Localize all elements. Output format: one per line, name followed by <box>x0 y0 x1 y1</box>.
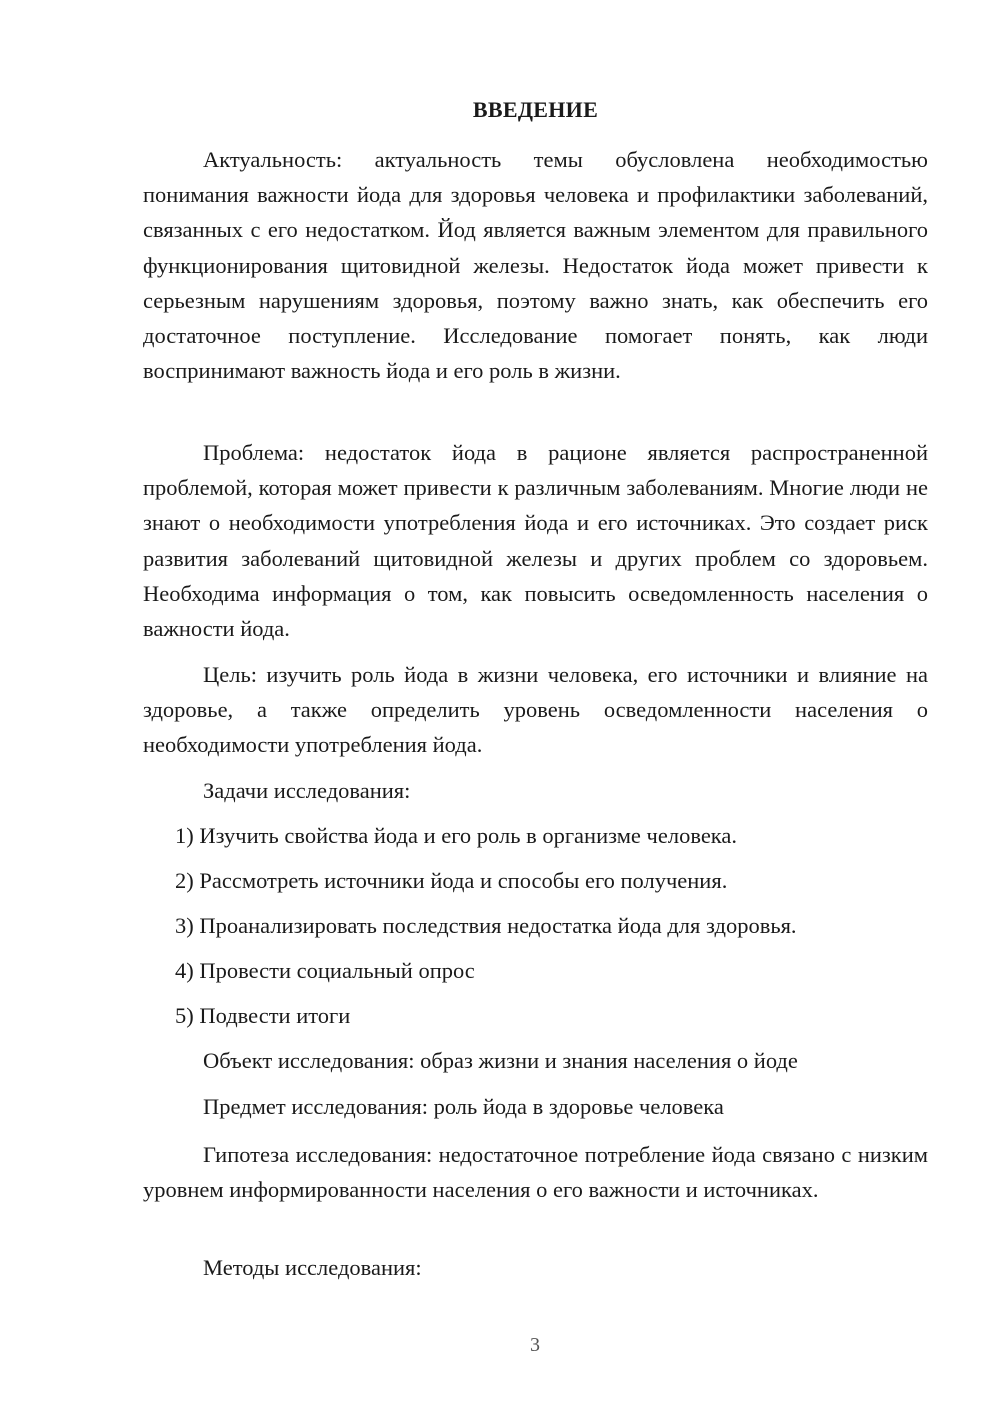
hypothesis-paragraph: Гипотеза исследования: недостаточное потребление йода связано с низким уровнем информированности населения о его важности и источниках. <box>143 1142 928 1203</box>
task-item: 5) Подвести итоги <box>175 1003 351 1028</box>
relevance-paragraph: Актуальность: актуальность темы обусловлена необходимостью понимания важности йода для здоровья человека и профилактики заболеваний, связанных с его недостатком. Йод является важным элементом для правильного функционирования щитовидной железы. Недостаток йода может привести к серьезным нарушениям здоровья, поэтому важно знать, как обеспечить его достаточное поступление. Исследование помогает понять, как люди воспринимают важность йода и его роль в жизни. <box>143 147 928 384</box>
task-item: 1) Изучить свойства йода и его роль в организме человека. <box>175 823 738 848</box>
page-title: ВВЕДЕНИЕ <box>472 97 599 122</box>
research-object: Объект исследования: образ жизни и знания населения о йоде <box>203 1048 798 1073</box>
task-item: 4) Провести социальный опрос <box>175 958 475 983</box>
tasks-heading: Задачи исследования: <box>203 778 411 803</box>
goal-paragraph: Цель: изучить роль йода в жизни человека, его источники и влияние на здоровье, а также определить уровень осведомленности населения о необходимости употребления йода. <box>143 662 928 758</box>
research-subject: Предмет исследования: роль йода в здоровье человека <box>203 1094 724 1119</box>
task-item: 2) Рассмотреть источники йода и способы его получения. <box>175 868 728 893</box>
methods-heading: Методы исследования: <box>203 1255 422 1280</box>
task-item: 3) Проанализировать последствия недостатка йода для здоровья. <box>175 913 797 938</box>
page-number: 3 <box>530 1334 540 1356</box>
problem-paragraph: Проблема: недостаток йода в рационе является распространенной проблемой, которая может привести к различным заболеваниям. Многие люди не знают о необходимости употребления йода и его источниках. Это создает риск развития заболеваний щитовидной железы и других проблем со здоровьем. Необходима информация о том, как повысить осведомленность населения о важности йода. <box>143 440 928 642</box>
